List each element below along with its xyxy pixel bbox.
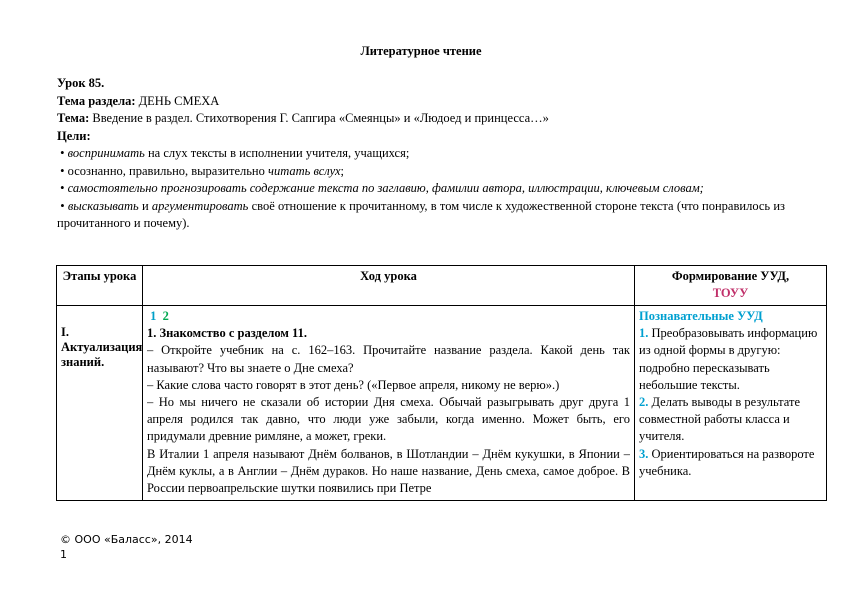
stage-cell [57, 306, 143, 501]
goals-label: Цели: [57, 128, 91, 143]
table-row [57, 306, 827, 501]
section-title: 1. Знакомство с разделом 11. [147, 326, 307, 341]
uud-heading: Познавательные УУД [639, 309, 763, 323]
page-number: 1 [60, 548, 67, 561]
uud-item: 2. Делать выводы в результате совместной работы класса и учителя. [639, 395, 801, 444]
header-uud: Формирование УУД, ТОУУ [635, 266, 827, 306]
page-footer [60, 532, 193, 562]
course-cell [143, 306, 635, 501]
section-line: Тема раздела: ДЕНЬ СМЕХА [57, 93, 220, 108]
table-header-row [57, 266, 827, 306]
uud-item: 1. Преобразовывать информацию из одной формы в другую: подробно пересказывать небольшие тексты. [639, 326, 818, 392]
course-paragraph: – Откройте учебник на с. 162–163. Прочитайте название раздела. Какой день так называют? Что вы знаете о Дне смеха? [147, 343, 630, 375]
goal-item: • самостоятельно прогнозировать содержание текста по заглавию, фамилии автора, иллюстрации, ключевым словам; [57, 181, 704, 195]
stage-name: I. Актуализация знаний. [61, 325, 143, 369]
uud-cell [635, 306, 827, 501]
course-paragraph: – Какие слова часто говорят в этот день? («Первое апреля, никому не верю».) [147, 377, 560, 392]
lesson-number: Урок 85. [57, 76, 105, 90]
toyy-label: ТОУУ [712, 286, 749, 300]
uud-item: 3. Ориентироваться на развороте учебника. [639, 446, 815, 478]
topic-line: Тема: Введение в раздел. Стихотворения Г. Сапгира «Смеянцы» и «Людоед и принцесса…» [57, 111, 549, 125]
header-stages: Этапы урока [57, 266, 143, 306]
slide-numbers: 1 2 [150, 309, 169, 323]
lesson-table [56, 265, 827, 501]
goal-item: • воспринимать на слух тексты в исполнении учителя, учащихся; [57, 146, 410, 160]
lesson-header [57, 75, 785, 233]
copyright: © ООО «Баласс», 2014 [60, 533, 193, 546]
goal-item: • высказывать и аргументировать своё отношение к прочитанному, в том числе к художественной стороне текста (что понравилось из прочитанного и почему). [57, 198, 785, 230]
course-paragraph: – Но мы ничего не сказали об истории Дня смеха. Обычай разыгрывать друг друга 1 апреля родился так давно, что люди уже забыли, когда именно. Может быть, его придумали древние римляне, а может, греки. [147, 395, 630, 444]
page-title: Литературное чтение [360, 44, 482, 58]
course-paragraph: В Италии 1 апреля называют Днём болванов, в Шотландии – Днём кукушки, в Японии – Днём куклы, а в Англии – Днём дураков. Но наше название, День смеха, самое доброе. В России первоапрельские шутки появились при Петре [147, 446, 630, 496]
header-course: Ход урока [143, 266, 635, 306]
goal-item: • осознанно, правильно, выразительно читать вслух; [57, 163, 345, 178]
